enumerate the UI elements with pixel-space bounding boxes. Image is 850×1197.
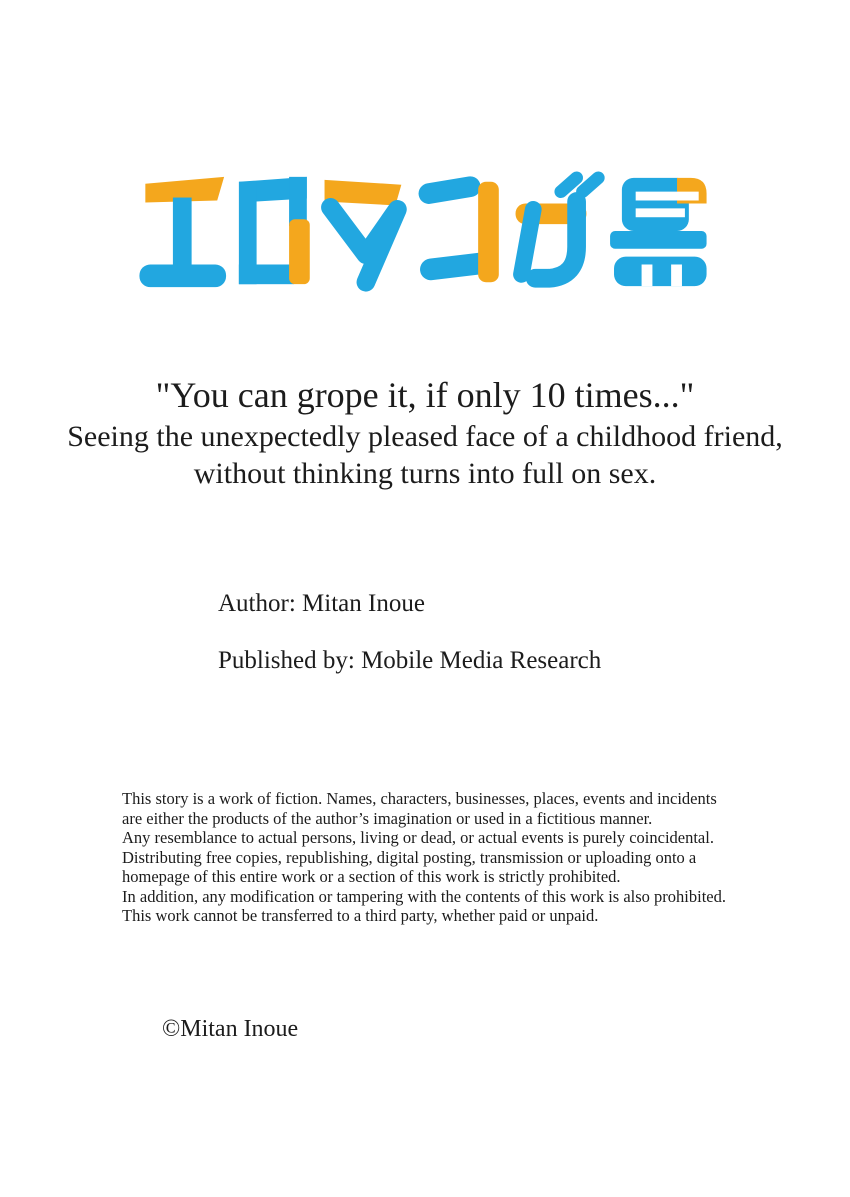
logo-glyph-ro	[239, 177, 310, 284]
credits-block	[218, 590, 601, 675]
disclaimer-line: Distributing free copies, republishing, digital posting, transmission or uploading onto a	[122, 847, 697, 867]
logo-glyph-shima	[610, 178, 706, 286]
copyright-line: ©Mitan Inoue	[162, 1016, 299, 1042]
logo-glyph-ga	[516, 178, 599, 278]
disclaimer-line: are either the products of the author’s imagination or used in a fictitious manner.	[122, 808, 653, 828]
logo-glyph-ma	[325, 180, 402, 282]
subtitle-line-2: without thinking turns into full on sex.	[193, 457, 657, 490]
disclaimer-paragraph	[122, 789, 762, 926]
subtitle-line-1: Seeing the unexpectedly pleased face of a childhood friend,	[67, 420, 783, 453]
disclaimer-line: Any resemblance to actual persons, living or dead, or actual events is purely coincidental.	[122, 828, 714, 847]
page-title: "You can grope it, if only 10 times..."	[155, 375, 695, 415]
disclaimer-line: homepage of this entire work or a section of this work is strictly prohibited.	[122, 867, 621, 886]
logo-art	[134, 168, 712, 296]
title-block	[0, 372, 850, 492]
disclaimer-line: This work cannot be transferred to a third party, whether paid or unpaid.	[122, 906, 599, 925]
publisher-line: Published by: Mobile Media Research	[218, 647, 602, 674]
logo-glyph-e	[139, 177, 226, 287]
publisher-logo-eromanga-jima	[134, 168, 712, 296]
disclaimer-line: In addition, any modification or tampering with the contents of this work is also prohibited.	[122, 886, 726, 906]
logo-glyph-n	[429, 182, 499, 282]
author-line: Author: Mitan Inoue	[218, 590, 425, 617]
disclaimer-line: This story is a work of fiction. Names, characters, businesses, places, events and incidents	[122, 789, 717, 808]
